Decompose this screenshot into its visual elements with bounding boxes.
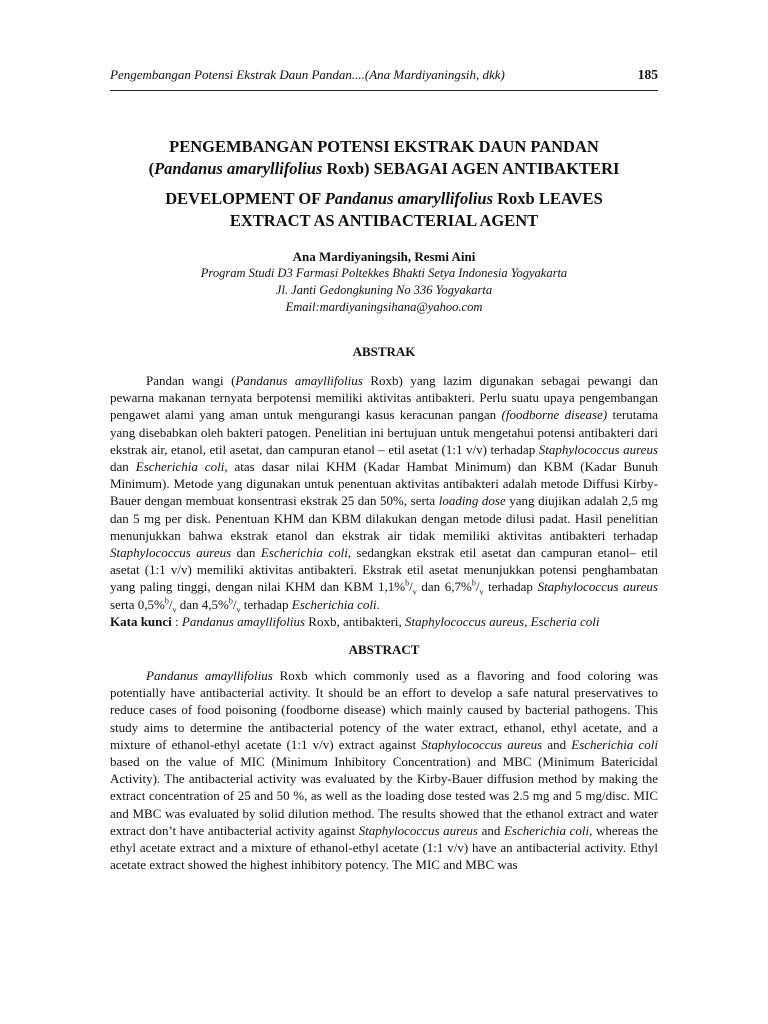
unit-subscript: v xyxy=(236,605,241,615)
abstrak-body xyxy=(110,372,658,613)
title-paren: ( xyxy=(148,159,155,178)
species-name: Escherichia coli xyxy=(503,822,590,838)
unit-slash: / xyxy=(232,596,237,612)
text-run: dan xyxy=(231,545,261,561)
text-run: , atas dasar nilai KHM (Kadar Hambat Minimum) dan KBM (Kadar Bunuh Minimum). Metode yang digunakan untuk penentuan aktivitas antibakteri adalah metode Diffusi Kirby-Bauer dengan membuat konsentrasi ekstrak 25 dan 50%, serta xyxy=(110,459,658,509)
title-id-line-2 xyxy=(110,158,658,180)
title-en-species: Pandanus amaryllifolius xyxy=(324,189,493,208)
text-run: dan 6,7% xyxy=(416,579,472,595)
indonesian-title xyxy=(110,136,658,180)
running-title: Pengembangan Potensi Ekstrak Daun Pandan....(Ana Mardiyaningsih, dkk) xyxy=(110,67,505,82)
keyword-species: Staphylococcus aureus, Escheria coli xyxy=(405,614,600,629)
keywords-label: Kata kunci xyxy=(110,614,172,629)
keywords-separator: : xyxy=(171,614,182,629)
species-name: Pandanus amayllifolius xyxy=(235,373,363,388)
unit-subscript: v xyxy=(412,588,417,598)
species-name: Escherichia coli. xyxy=(291,596,380,612)
abstract-body xyxy=(110,667,658,873)
unit-superscript: b xyxy=(164,596,169,606)
affiliation-line-1: Program Studi D3 Farmasi Poltekkes Bhakti Setya Indonesia Yogyakarta xyxy=(200,266,568,280)
unit-superscript: b xyxy=(471,579,476,589)
text-run: terhadap xyxy=(240,596,292,612)
italic-term: (foodborne disease) xyxy=(501,407,608,423)
unit-slash: / xyxy=(409,579,413,595)
species-name: Escherichia coli xyxy=(571,736,658,752)
english-title xyxy=(110,188,658,232)
abstract-heading: ABSTRACT xyxy=(348,642,420,657)
text-run: terutama yang disebabkan oleh bakteri patogen. Penelitian ini bertujuan untuk mengetahui potensi antibakteri dari ekstrak air, etanol, etil asetat, dan campuran etanol – etil asetat (1:1 v/v) terhadap xyxy=(110,407,658,457)
species-name: Escherichia coli xyxy=(260,545,348,561)
text-run: dan 4,5% xyxy=(176,596,229,612)
unit-slash: / xyxy=(168,596,173,612)
keyword-text: Roxb, antibakteri, xyxy=(305,614,406,629)
text-run: yang diujikan adalah 2,5 mg dan 5 mg per disk. Penentuan KHM dan KBM dilakukan dengan metode dilusi padat. Hasil penelitian menunjukkan bahwa ekstrak etanol dan ekstrak air tidak memiliki aktivitas antibakteri terhadap xyxy=(110,493,658,543)
title-id-line-2-rest: Roxb) SEBAGAI AGEN ANTIBAKTERI xyxy=(322,159,620,178)
species-name: Staphylococcus aureus xyxy=(538,441,658,457)
title-en-suffix: Roxb LEAVES xyxy=(493,189,603,208)
text-run: based on the value of MIC (Minimum Inhibitory Concentration) and MBC (Minimum Batericidal Activity). The antibacterial activity was evaluated by the Kirby-Bauer diffusion method by making the extract concentration of 25 and 50 %, as well as the loading dose tested was 2.5 mg and 5 mg/disc. MIC and MBC was evaluated by solid dilution method. The results showed that the ethanol extract and water extract don’t have antibacterial activity against xyxy=(110,754,658,838)
text-run: , whereas the ethyl acetate extract and a mixture of ethanol-ethyl acetate (1:1 v/v) have an antibacterial activity. Ethyl acetate extract showed the highest inhibitory potency. The MIC and MBC was xyxy=(110,822,658,873)
text-run: Roxb which commonly used as a flavoring and food coloring was potentially have antibacterial activity. It should be an effort to develop a safe natural preservatives to reduce cases of food poisoning (foodborne disease) which mainly caused by bacterial pathogens. This study aims to determine the antibacterial potency of the water extract, ethanol, ethyl acetate, and a mixture of ethanol-ethyl acetate (1:1 v/v) extract against xyxy=(110,668,659,752)
text-run: and xyxy=(478,822,504,838)
abstract-paragraph xyxy=(110,667,658,873)
text-run: serta 0,5% xyxy=(110,596,165,612)
title-id-line-1: PENGEMBANGAN POTENSI EKSTRAK DAUN PANDAN xyxy=(169,137,599,156)
species-name: Pandanus amayllifolius xyxy=(146,668,273,683)
species-name: Staphylococcus aureus xyxy=(110,545,232,561)
text-run: and xyxy=(542,736,572,752)
text-run: Pandan wangi ( xyxy=(146,373,236,388)
unit-slash: / xyxy=(475,579,480,595)
species-name: Escherichia coli xyxy=(135,459,225,475)
species-name: Staphylococcus aureus xyxy=(421,736,543,752)
running-header xyxy=(110,64,658,91)
title-en-line-1 xyxy=(110,188,658,210)
affiliation-line-2: Jl. Janti Gedongkuning No 336 Yogyakarta xyxy=(275,283,493,297)
page-number: 185 xyxy=(637,67,658,82)
title-en-prefix: DEVELOPMENT OF xyxy=(165,189,325,208)
text-run: , sedangkan ekstrak etil asetat dan campuran etanol– etil asetat (1:1 v/v) memiliki aktivitas antibakteri. Ekstrak etil asetat menunjukkan potensi penghambatan yang paling tinggi, dengan nilai KHM dan KBM 1,1% xyxy=(110,545,658,595)
unit-subscript: v xyxy=(479,588,484,598)
author-list: Ana Mardiyaningsih, Resmi Aini xyxy=(292,249,476,264)
species-name: Staphylococcus aureus xyxy=(537,579,658,595)
title-en-line-2: EXTRACT AS ANTIBACTERIAL AGENT xyxy=(229,211,539,230)
text-run: terhadap xyxy=(483,579,538,595)
species-name: Staphylococcus aureus xyxy=(358,822,478,838)
unit-superscript: b xyxy=(228,596,233,606)
keyword-species: Pandanus amayllifolius xyxy=(181,614,306,629)
unit-superscript: b xyxy=(405,579,410,589)
abstrak-heading: ABSTRAK xyxy=(352,344,416,359)
title-block xyxy=(110,136,658,316)
title-species: Pandanus amaryllifolius xyxy=(154,159,323,178)
text-run: Roxb) yang lazim digunakan sebagai pewangi dan pewarna makanan ternyata berpotensi memiliki aktivitas antibakteri. Perlu suatu upaya pengembangan pengawet alami yang aman untuk mengurangi kasus keracunan pangan xyxy=(110,373,658,423)
unit-subscript: v xyxy=(172,605,177,615)
keywords-line xyxy=(110,613,658,630)
author-email: Email:mardiyaningsihana@yahoo.com xyxy=(285,300,483,314)
text-run: dan xyxy=(110,459,136,475)
italic-term: loading dose xyxy=(438,493,506,509)
abstrak-paragraph xyxy=(110,372,658,613)
